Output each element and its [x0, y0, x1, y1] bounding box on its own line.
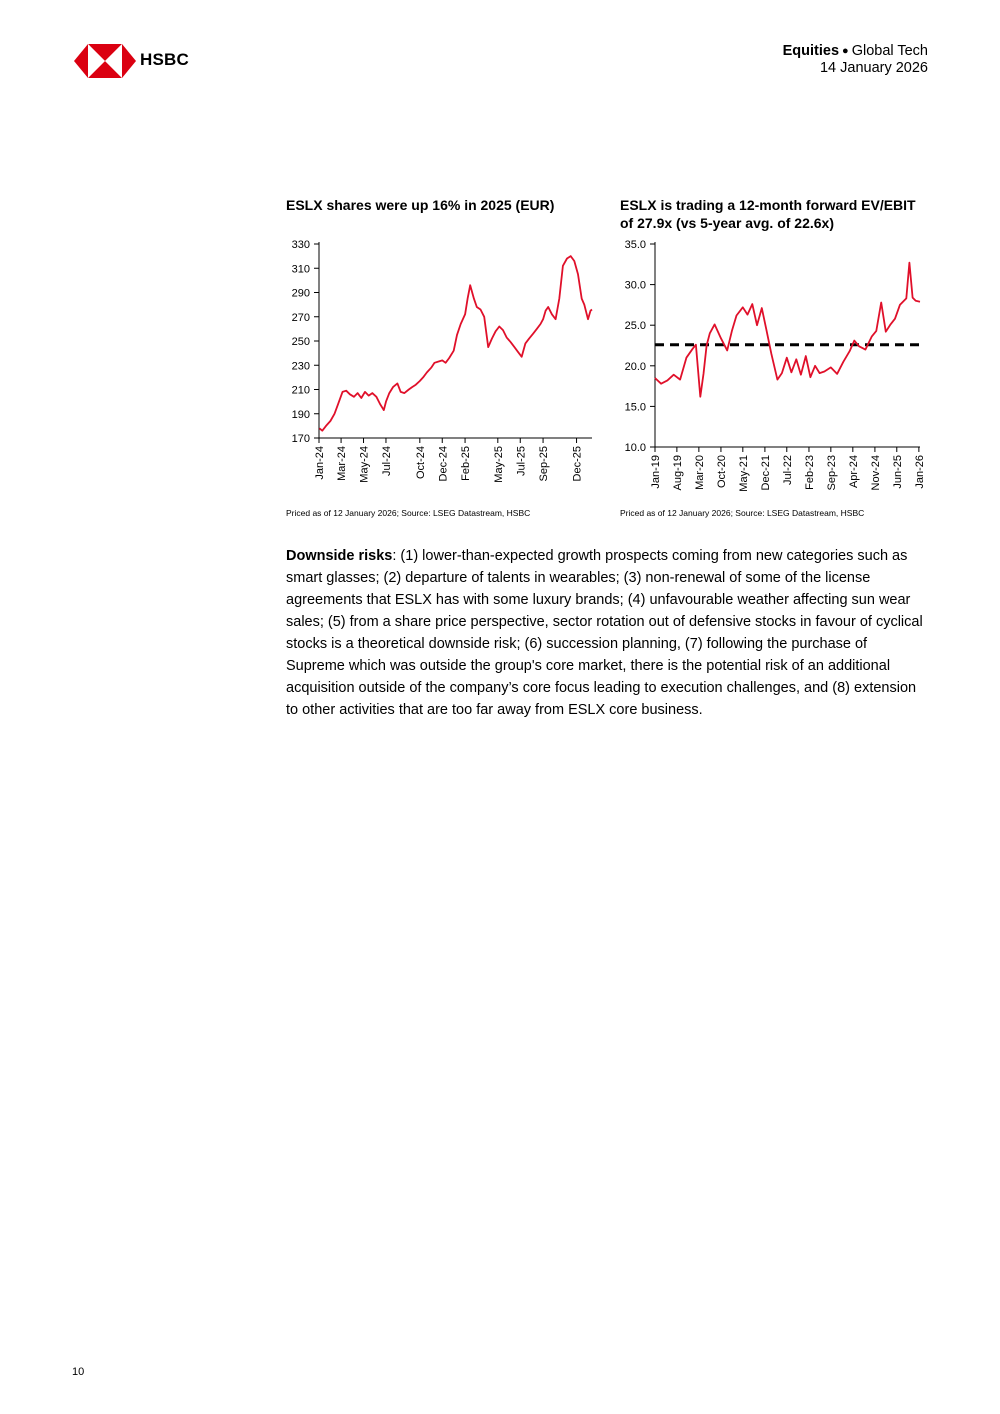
y-tick-label: 35.0: [624, 239, 646, 251]
x-tick-label: Oct-20: [715, 455, 728, 489]
x-tick-label: May-25: [492, 446, 505, 483]
ev-ebit-chart: [610, 232, 930, 492]
y-tick-label: 230: [291, 360, 310, 373]
x-tick-label: Dec-24: [437, 446, 450, 482]
x-tick-label: Mar-20: [693, 455, 706, 490]
x-tick-label: Apr-24: [847, 455, 860, 489]
y-tick-label: 20.0: [624, 360, 646, 373]
downside-risks-heading: Downside risks: [286, 548, 393, 564]
hsbc-logo: [74, 44, 192, 78]
chart2-source: Priced as of 12 January 2026; Source: LSEG Datastream, HSBC: [620, 508, 865, 518]
x-tick-label: Jul-22: [781, 455, 794, 485]
y-tick-label: 330: [291, 239, 310, 251]
x-tick-label: Feb-23: [803, 455, 816, 490]
x-tick-label: Dec-21: [759, 455, 772, 491]
x-tick-label: Jan-19: [650, 455, 662, 489]
y-tick-label: 310: [291, 263, 310, 276]
chart1-source: Priced as of 12 January 2026; Source: LSEG Datastream, HSBC: [286, 508, 531, 518]
x-tick-label: Sep-23: [825, 455, 838, 491]
section-label: Equities: [782, 43, 840, 59]
x-tick-label: Nov-24: [869, 455, 882, 491]
downside-risks-text: : (1) lower-than-expected growth prospects coming from new categories such as smart glasses; (2) departure of talents in wearables; (3) non-renewal of some of the license agreements that ESLX has with some luxury brands; (4) unfavourable weather affecting sun wear sales; (5) from a share price perspective, sector rotation out of defensive stocks in favour of cyclical stocks is a theoretical downside risk; (6) succession planning, (7) following the purchase of Supreme which was outside the group's core market, there is the potential risk of an additional acquisition outside of the company’s core focus leading to execution challenges, and (8) extension to other activities that are too far away from ESLX core business.: [286, 548, 923, 718]
y-tick-label: 270: [291, 311, 310, 324]
y-tick-label: 290: [291, 287, 310, 300]
page-number: 10: [72, 1366, 85, 1378]
chart1-title: ESLX shares were up 16% in 2025 (EUR): [286, 197, 555, 213]
y-tick-label: 190: [291, 408, 310, 421]
y-tick-label: 15.0: [624, 401, 646, 414]
x-tick-label: May-21: [737, 455, 750, 492]
x-tick-label: Jul-24: [380, 446, 393, 476]
y-tick-label: 30.0: [624, 279, 646, 292]
series-line: [319, 256, 592, 431]
x-tick-label: May-24: [358, 446, 371, 483]
x-tick-label: Mar-24: [336, 446, 349, 481]
brand-name: HSBC: [140, 50, 189, 69]
chart2-title: ESLX is trading a 12-month forward EV/EBIT of 27.9x (vs 5-year avg. of 22.6x): [620, 197, 916, 231]
series-line: [655, 263, 920, 397]
share-price-chart: [280, 232, 600, 492]
y-tick-label: 25.0: [624, 320, 646, 333]
x-tick-label: Oct-24: [414, 446, 427, 480]
y-tick-label: 250: [291, 336, 310, 348]
x-tick-label: Feb-25: [460, 446, 473, 481]
x-tick-label: Sep-25: [538, 446, 551, 482]
y-tick-label: 170: [291, 433, 310, 445]
downside-risks-paragraph: [286, 545, 926, 721]
x-tick-label: Dec-25: [571, 446, 584, 482]
x-tick-label: Jan-24: [314, 446, 326, 480]
x-tick-label: Aug-19: [671, 455, 684, 491]
bullet-separator: ●: [842, 45, 849, 57]
report-header: [783, 43, 928, 77]
report-date: 14 January 2026: [819, 60, 928, 76]
x-tick-label: Jun-25: [891, 455, 904, 489]
y-tick-label: 210: [291, 384, 310, 397]
y-tick-label: 10.0: [624, 442, 646, 454]
x-tick-label: Jan-26: [913, 455, 926, 489]
subsection-label: Global Tech: [851, 43, 928, 59]
x-tick-label: Jul-25: [515, 446, 528, 476]
hsbc-hexagon-icon: [74, 44, 136, 78]
